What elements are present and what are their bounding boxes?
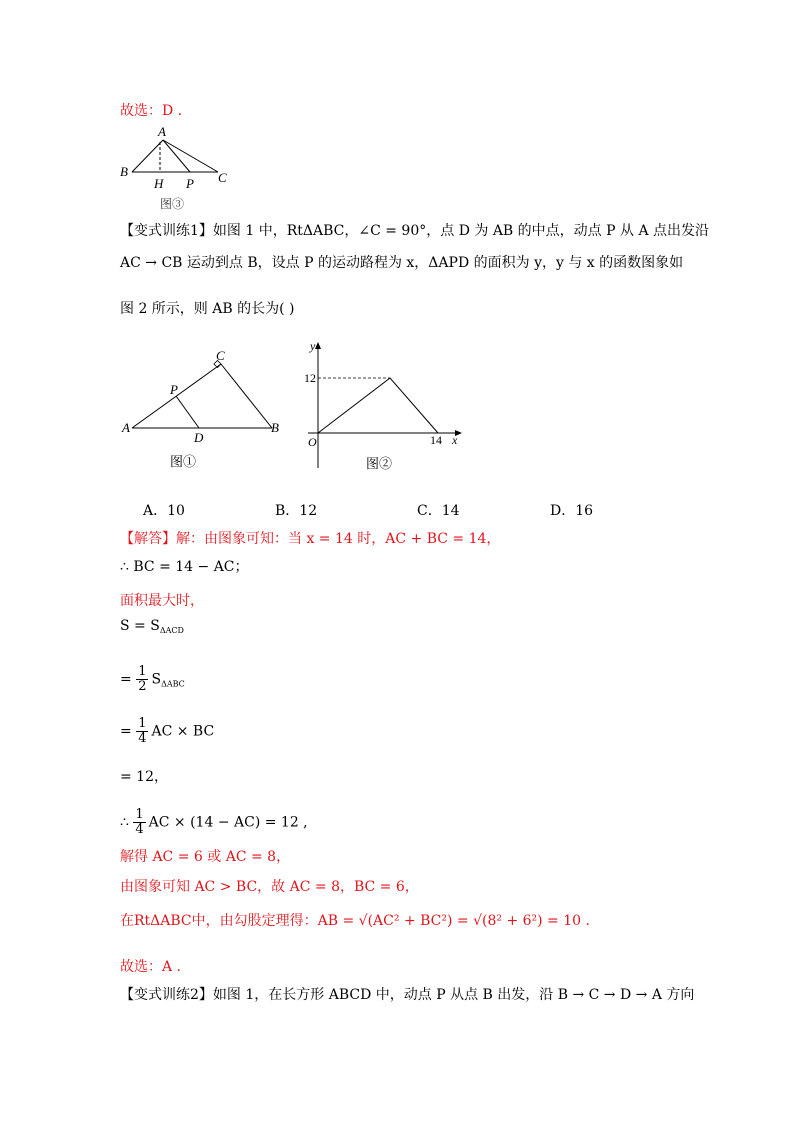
solution-line-12: 故选：A . [120, 959, 182, 975]
solution-line-3: 面积最大时， [120, 593, 204, 609]
problem1-line2: AC → CB 运动到点 B，设点 P 的运动路程为 x，ΔAPD 的面积为 y，y 与 x 的函数图象如 [120, 255, 684, 271]
solution-line-6: = $\frac{1}{4}$ AC × BC [120, 716, 215, 746]
fig1-label-p: P [170, 382, 178, 397]
fig3-label-c: C [218, 170, 227, 185]
figure-1 [118, 348, 288, 473]
fraction-quarter-2: $\frac{1}{4}$ [135, 807, 144, 837]
figure-3 [118, 122, 238, 212]
figure-2 [290, 338, 470, 473]
fig1-label-d: D [194, 430, 204, 445]
solution-line-7: = 12， [120, 769, 168, 785]
option-d: D．16 [550, 503, 594, 519]
fig2-x-axis-label: x [452, 433, 458, 447]
solution-line-8: ∴ $\frac{1}{4}$ AC × (14 − AC) = 12 , [120, 807, 308, 837]
fig3-label-h: H [154, 176, 164, 191]
solution-line-10: 由图象可知 AC > BC，故 AC = 8，BC = 6， [120, 879, 419, 895]
fig2-x-tick: 14 [430, 433, 442, 447]
problem1-line3: 图 2 所示，则 AB 的长为( ) [120, 301, 295, 317]
fig2-origin: O [308, 435, 317, 449]
solution-line-9: 解得 AC = 6 或 AC = 8， [120, 849, 291, 865]
fig3-label-a: A [158, 124, 166, 139]
option-a: A．10 [143, 503, 185, 519]
solution-line-5: = $\frac{1}{2}$ $S_{\Delta ABC}$ [120, 664, 185, 694]
option-c: C．14 [417, 503, 460, 519]
fig2-caption: 图② [366, 456, 393, 471]
fig1-label-a: A [122, 420, 130, 435]
problem1-line1: 【变式训练1】如图 1 中，RtΔABC，∠C = 90°，点 D 为 AB 的中点，动点 P 从 A 点出发沿 [120, 223, 710, 239]
fig1-label-b: B [271, 420, 279, 435]
fig2-y-axis-label: y [310, 339, 316, 353]
fig1-label-c: C [216, 348, 225, 363]
solution-line-2: ∴ BC = 14 − AC； [120, 559, 249, 575]
solution-line-11: 在RtΔABC中，由勾股定理得：AB = √(AC² + BC²) = √(8² + 6²) = 10 . [120, 913, 590, 929]
solution-line-1: 【解答】解：由图象可知：当 x = 14 时，AC + BC = 14， [120, 531, 501, 547]
fig2-y-tick: 12 [304, 371, 316, 385]
fig3-caption: 图③ [160, 197, 185, 211]
fraction-quarter: $\frac{1}{4}$ [138, 716, 147, 746]
problem2-line1: 【变式训练2】如图 1，在长方形 ABCD 中，动点 P 从点 B 出发，沿 B → C → D → A 方向 [120, 987, 695, 1003]
fig3-label-p: P [186, 176, 194, 191]
fig3-label-b: B [120, 164, 128, 179]
solution-line-4: $S = S_{\Delta ACD}$ [120, 618, 184, 635]
answer-line-top: 故选：D . [120, 103, 183, 119]
fraction-half: $\frac{1}{2}$ [138, 664, 147, 694]
fig1-caption: 图① [170, 454, 197, 469]
option-b: B．12 [275, 503, 318, 519]
